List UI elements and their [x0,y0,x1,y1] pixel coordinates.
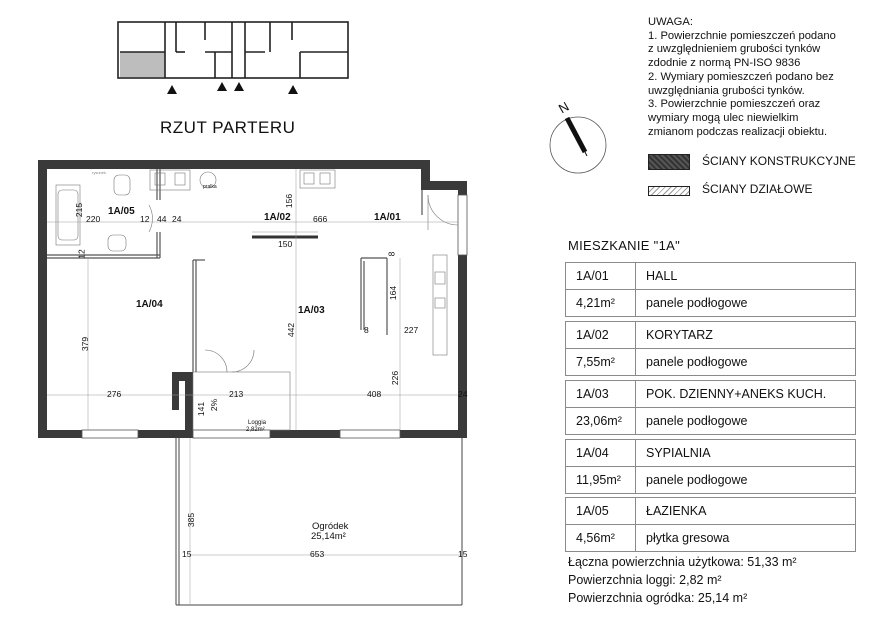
dim-666: 666 [313,214,328,224]
loggia-outline [193,372,290,430]
room-name: ŁAZIENKA [646,504,707,518]
room-label-1a-02: 1A/02 [264,212,291,223]
dim-15: 15 [458,549,468,559]
structural-walls [38,160,467,438]
notes-line: uwzględniania grubości tynków. [648,84,805,97]
garden-area-summary: Powierzchnia ogródka: 25,14 m² [568,591,748,605]
notes-line: 3. Powierzchnie pomieszczeń oraz [648,98,821,111]
room-name: KORYTARZ [646,328,713,342]
dim-8: 8 [364,325,369,335]
dim-220: 220 [86,214,101,224]
notes-line: zdodnie z normą PN-ISO 9836 [648,57,801,70]
fixture-label: pralka [203,184,217,190]
loggia-area-summary: Powierzchnia loggi: 2,82 m² [568,573,722,587]
apartment-title: MIESZKANIE "1A" [568,238,680,253]
dim-12: 12 [76,249,87,259]
garden-area: 25,14m² [311,531,346,542]
window [82,430,138,438]
north-arrow-icon [545,100,615,190]
room-label-1a-05: 1A/05 [108,206,135,217]
dim-150: 150 [278,239,293,249]
room-id: 1A/05 [566,498,636,524]
room-card [565,497,856,552]
room-id: 1A/04 [566,440,636,466]
room-area: 4,21m² [566,290,636,316]
room-area: 11,95m² [566,467,636,493]
dim-24: 24 [172,214,182,224]
dim-164: 164 [388,285,399,301]
room-finish: panele podłogowe [646,355,748,369]
notes-line: 1. Powierzchnie pomieszczeń podano [648,29,836,42]
fixture-label: rysunek [92,170,107,175]
dim-8: 8 [386,251,397,257]
dim-442: 442 [286,322,297,338]
loggia-label: Loggia [248,420,267,426]
room-id: 1A/02 [566,322,636,348]
toilet [114,175,130,195]
notes-line: wymiary mogą ulec niewielkim [648,111,799,124]
window [340,430,400,438]
dim-24: 24 [458,389,468,399]
room-finish: panele podłogowe [646,414,748,428]
notes-line: 2. Wymiary pomieszczeń podano bez [648,70,834,83]
dim-215: 215 [74,202,85,218]
room-label-1a-01: 1A/01 [374,212,401,223]
room-name: POK. DZIENNY+ANEKS KUCH. [646,387,827,401]
structural-wall-swatch [648,154,690,170]
washbasin [108,235,126,251]
room-area: 7,55m² [566,349,636,375]
room-name: HALL [646,269,678,283]
plan-title: RZUT PARTERU [160,118,296,137]
dim-653: 653 [310,549,325,559]
dimension-lines [47,169,462,605]
dim-385: 385 [186,512,197,528]
dim-12: 12 [140,214,150,224]
dim-379: 379 [80,336,91,352]
dim-156: 156 [284,193,295,209]
dim-226: 226 [390,370,401,386]
notes-line: zmianom podczas realizacji obiektu. [648,125,828,138]
dim-141: 141 [196,401,207,417]
partition-walls [47,169,422,372]
dim-227: 227 [404,325,419,335]
legend-partition-label: ŚCIANY DZIAŁOWE [702,182,813,196]
room-id: 1A/03 [566,381,636,407]
room-card [565,380,856,435]
dim-408: 408 [367,389,382,399]
legend-structural-label: ŚCIANY KONSTRUKCYJNE [702,154,856,168]
notes-line: z uwzględnieniem grubości tynków [648,43,821,56]
room-name: SYPIALNIA [646,446,711,460]
notes-heading: UWAGA: [648,16,693,28]
room-finish: płytka gresowa [646,531,730,545]
loggia-area: 2,82m² [246,427,265,433]
north-label: N [555,98,572,117]
room-card [565,262,856,317]
room-finish: panele podłogowe [646,473,748,487]
room-label-1a-03: 1A/03 [298,305,325,316]
room-finish: panele podłogowe [646,296,748,310]
total-area: Łączna powierzchnia użytkowa: 51,33 m² [568,555,797,569]
dim-44: 44 [157,214,167,224]
window [458,195,467,255]
partition-wall-swatch [648,186,690,196]
room-area: 23,06m² [566,408,636,434]
room-area: 4,56m² [566,525,636,551]
dim-276: 276 [107,389,122,399]
room-id: 1A/01 [566,263,636,289]
room-card [565,321,856,376]
slope-2-percent: 2% [209,398,220,412]
room-label-1a-04: 1A/04 [136,299,163,310]
dim-15: 15 [182,549,192,559]
notes-block [648,16,878,139]
dim-213: 213 [229,389,244,399]
garden-label: Ogródek [312,521,349,532]
room-card [565,439,856,494]
